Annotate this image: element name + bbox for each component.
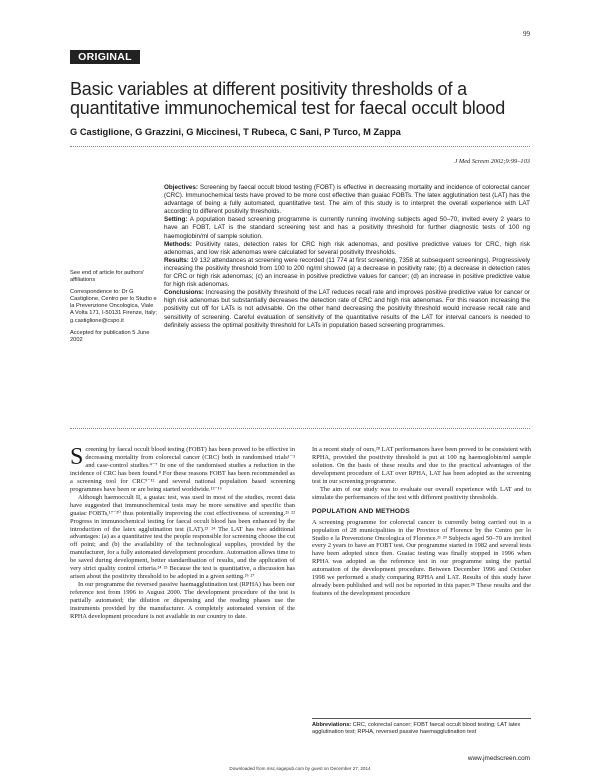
journal-url[interactable]: www.jmedscreen.com (467, 755, 530, 762)
section-label: ORIGINAL PAPER (70, 50, 140, 64)
body-column-left (70, 446, 295, 621)
intro-paragraph-4: In a recent study of ours,²⁸ LAT performances have been proved to be consistent with RPHA, provided the positivity threshold is put at 100 ng haemoglobin/ml sample solution. On the basis of these results and due to the practical advantages of the development procedure of LAT over RPHA, LAT has been adopted as the screening test in our screening programme. (312, 446, 531, 485)
abstract-objectives (164, 184, 530, 216)
abstract-conclusions (164, 289, 530, 329)
conclusions-label: Conclusions: (164, 289, 204, 297)
section-heading: POPULATION AND METHODS (312, 507, 410, 515)
journal-citation: J Med Screen 2002;9:99–103 (454, 158, 530, 165)
dotted-divider (70, 146, 530, 147)
drop-cap: S (70, 444, 84, 470)
intro-paragraph-3: In our programme the reversed passive haemagglutination test (RPHA) has been our reference test from 1996 to August 2000. The development procedure of the test is partially automated; the dilution or dispensing and the reading phases use the instruments provided by the manufacturer. A completely automated version of the RPHA development procedure is not available in our country to date. (70, 581, 295, 621)
correspondence: Correspondence to: Dr G Castiglione, Centro per lo Studio e la Prevenzione Oncologica, Viale A Volta 171, I-50131 Firenze, Italy; g.castiglione@cspo.it (70, 289, 157, 324)
abbreviations-box (312, 722, 531, 736)
abbreviations-rule (312, 718, 531, 719)
conclusions-text: Increasing the positivity threshold of the LAT reduces recall rate and improves positive predictive value for cancer or high risk adenomas but substantially decreases the detection rate of CRC and high risk adenomas. For this reason increasing the positivity cut off for LATs is not advisable. On the other hand decreasing the positivity threshold would increase recall rate and sensitivity of screening. Careful evaluation of sensitivity of the quantitative results of the LAT for interval cancers is needed to definitely assess the optimal positivity threshold for LATs in population based screening programmes. (164, 289, 530, 329)
methods-text: Positivity rates, detection rates for CRC high risk adenomas, and positive predictive values for CRC, high risk adenomas, and low risk adenomas were calculated for several positivity thresholds. (164, 240, 530, 256)
page-number: 99 (523, 30, 530, 38)
intro-p1-text: creening by faecal occult blood testing (FOBT) has been proved to be effective in decreasing mortality from colorectal cancer (CRC) both in randomised trials¹⁻³ and case-control studies.⁴⁻⁷ In one of the randomised studies a reduction in the incidence of CRC has been found.⁸ For these reasons FOBT has been recommended as a screening tool for CRC⁹⁻¹² and several national population based screening programmes have been or are being started worldwide.¹³⁻¹⁶ (70, 446, 295, 493)
objectives-text: Screening by faecal occult blood testing (FOBT) is effective in decreasing mortality and incidence of colorectal cancer (CRC). Immunochemical tests have proved to be more cost effective than guaiac FOBTs. The latex agglutination test (LAT) has the advantage of being a fully automated, quantitative test. The aim of this study is to interpret the overall experience with LAT according to different positivity thresholds. (164, 184, 531, 216)
abbreviations-label: Abbreviations: (312, 722, 352, 728)
objectives-label: Objectives: (164, 184, 198, 191)
setting-text: A population based screening programme is currently running involving subjects aged 50–70, invited every 2 years to have an FOBT. LAT is the standard screening test and has a positivity threshold for further diagnostic tests of 100 ng haemoglobin/ml of sample solution. (164, 216, 530, 240)
body-column-right (312, 446, 531, 598)
intro-paragraph-5: The aim of our study was to evaluate our overall experience with LAT and to simulate the performances of the test with different positivity thresholds. (312, 485, 531, 501)
dotted-divider-bottom (70, 428, 530, 429)
accepted-date: Accepted for publication 5 June 2002 (70, 329, 150, 343)
methods-label: Methods: (164, 240, 192, 248)
article-title: Basic variables at different positivity thresholds of a quantitative immunochemical test for faecal occult blood (70, 79, 506, 118)
abbreviations-text: CRC, colorectal cancer; FOBT faecal occult blood testing; LAT latex agglutination test; RPHA, reversed passive haemagglutination test (312, 722, 521, 735)
setting-label: Setting: (164, 216, 188, 224)
abstract-results (164, 257, 530, 289)
abstract-methods (164, 241, 530, 257)
intro-paragraph-1 (70, 446, 295, 494)
intro-paragraph-2: Although haemoccult II, a guaiac test, was used in most of the studies, recent data have suggested that immunochemical tests may be more sensitive and specific than guaiac FOBTs,¹⁷⁻²⁰ thus potentially improving the cost effectiveness of screening.²¹ ²² Progress in immunochemical testing for faecal occult blood has been enhanced by the introduction of the latex agglutination test (LAT).²³ ²⁴ The LAT has two additional advantages: (a) as a quantitative test the people responsible for screening choose the cut off point; and (b) the availability of the technological supplies, provided by the manufacturer, for a fully automated development procedure. Automation allows time to be saved during development, better standardisation of results, and the application of very strict quality control criteria.²⁴ ²⁵ Because the test is quantitative, a discussion has arisen about the positivity threshold to be adopted in a given setting.²⁶ ²⁷ (70, 493, 295, 581)
author-list: G Castiglione, G Grazzini, G Miccinesi, T Rubeca, C Sani, P Turco, M Zappa (70, 127, 401, 137)
article-sidebar (70, 270, 158, 349)
results-label: Results: (164, 256, 189, 264)
affiliations-note: See end of article for authors' affiliations (70, 270, 145, 284)
results-text: 19 132 attendances at screening were recorded (11 774 at first screening, 7358 at subsequent screenings). Progressively increasing the positivity threshold from 100 to 200 ng/ml showed (a) a decrease in positivity rate; (b) a decrease in detection rates for CRC or high risk adenomas; (c) an increase in positive predictive values for cancer; (d) an increase in positive predictive value for high risk adenomas. (164, 256, 530, 289)
abstract-setting (164, 216, 530, 240)
methods-paragraph-1: A screening programme for colorectal cancer is currently being carried out in a population of 28 municipalities in the Province of Florence by the Centro per lo Studio e la Prevenzione Oncologica of Florence.²¹ ²⁹ Subjects aged 50–70 are invited every 2 years to have an FOBT test. Our programme started in 1982 and several tests have been adopted since then. Guaiac testing was finally stopped in 1996 when RPHA was adopted as the reference test in our programme using the partial automation of the development procedure. Between December 1996 and October 1998 we performed a study comparing RPHA and LAT. Results of this study have already been published and will not be reported in this paper.²⁸ These results and the features of the development procedure (312, 518, 531, 598)
abstract (164, 184, 530, 330)
download-notice: Downloaded from msc.sagepub.com by guest on December 27, 2014 (229, 766, 371, 771)
